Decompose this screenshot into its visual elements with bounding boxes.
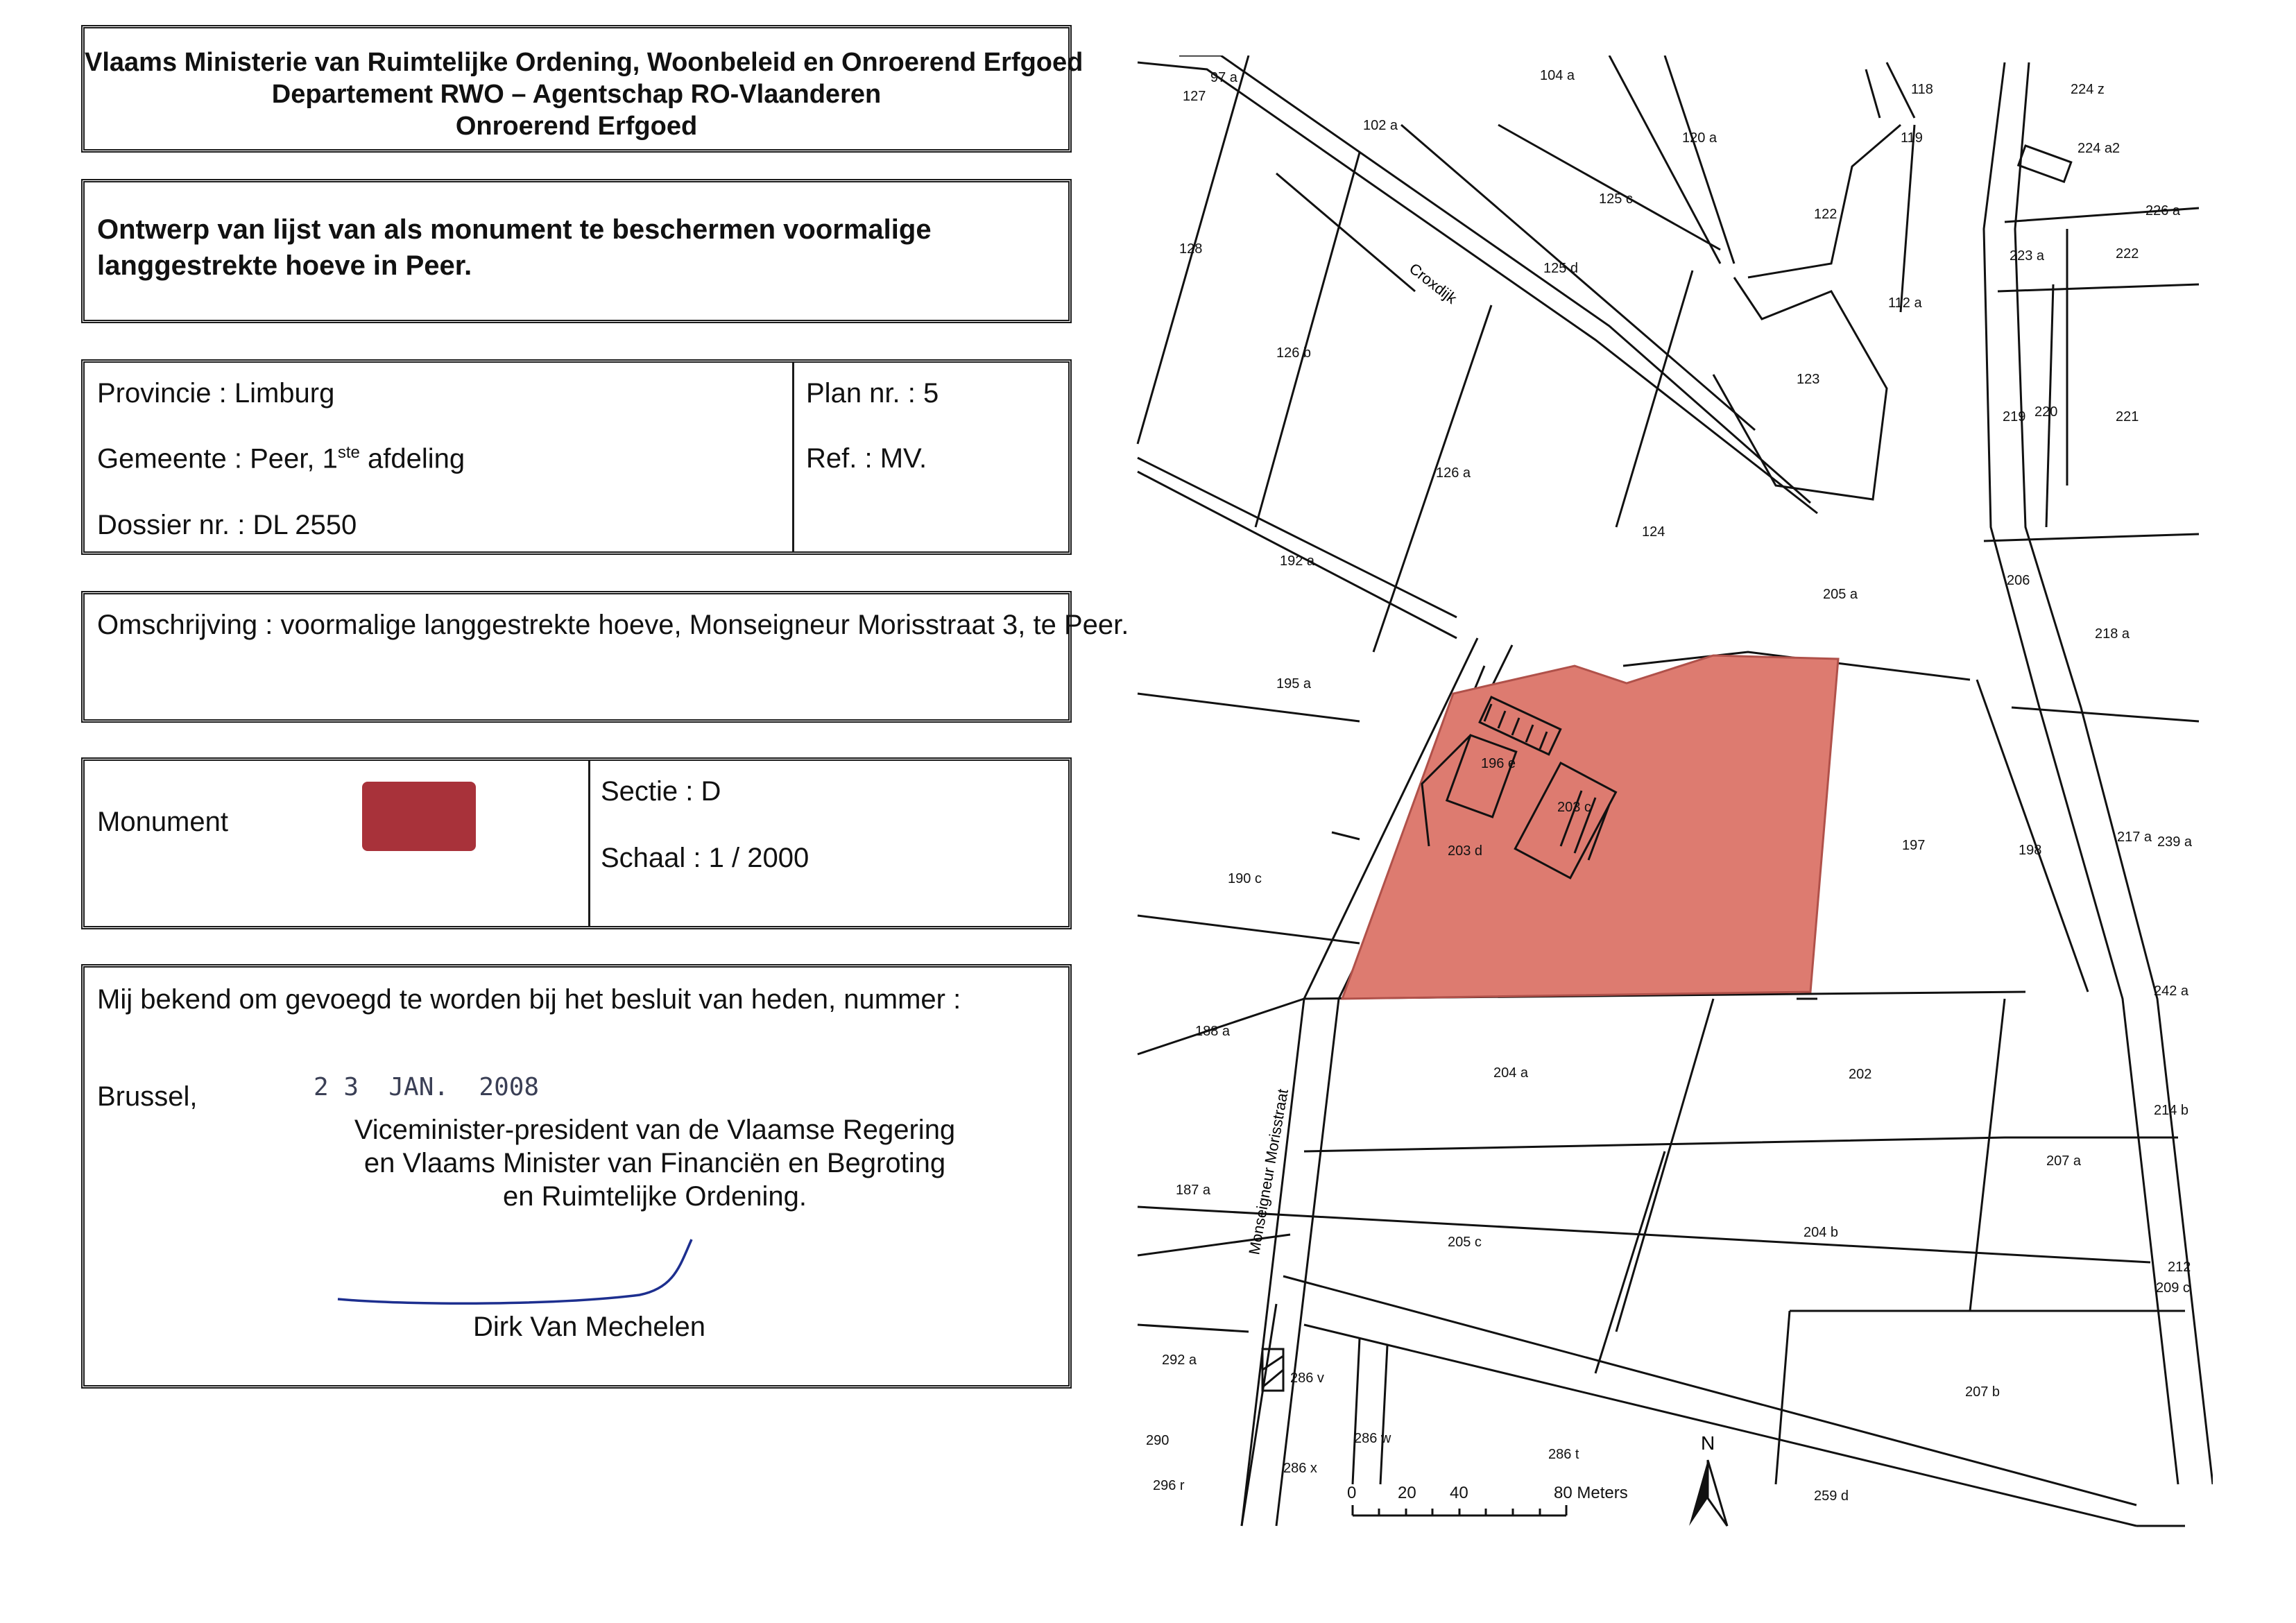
ministry-header [81, 25, 1083, 153]
parcel-label: 204 a [1493, 1065, 1529, 1081]
parcel-label: 296 r [1153, 1478, 1185, 1493]
parcel-label: 198 [2019, 843, 2042, 858]
scale-bar [1347, 1484, 1628, 1515]
parcel-label: 205 c [1448, 1235, 1482, 1250]
signature [334, 1231, 723, 1314]
dossier-info-box [81, 359, 1072, 555]
document-title-box [81, 179, 1072, 323]
description-text: Omschrijving : voormalige langgestrekte hoeve, Monseigneur Morisstraat 3, te Peer. [97, 610, 1129, 640]
parcel-label: 242 a [2154, 984, 2189, 999]
parcel-label: 125 c [1599, 191, 1633, 207]
sectie-field: Sectie : D [601, 776, 721, 807]
parcel-label: 127 [1183, 89, 1206, 104]
monument-swatch [362, 782, 476, 851]
parcel-label: 286 w [1354, 1431, 1391, 1446]
parcel-label: 122 [1814, 207, 1837, 222]
parcel-label: 104 a [1540, 68, 1575, 83]
parcel-label: 97 a [1210, 70, 1237, 85]
parcel-label: 205 a [1823, 587, 1858, 602]
parcel-label: 219 [2003, 409, 2026, 424]
document-title: Ontwerp van lijst van als monument te beschermen voormalige langgestrekte hoeve in Peer. [97, 214, 932, 281]
parcel-label: 212 [2168, 1260, 2191, 1275]
signatory-block: Viceminister-president van de Vlaamse Regering en Vlaams Minister van Financiën en Begroting en Ruimtelijke Ordening. [354, 1115, 956, 1212]
parcel-label: 202 [1849, 1067, 1872, 1082]
legend-box [81, 757, 1072, 929]
parcel-label: 125 d [1543, 261, 1579, 276]
parcel-label: 218 a [2095, 626, 2130, 642]
parcel-label: 207 a [2046, 1153, 2082, 1169]
parcel-label: 259 d [1814, 1488, 1849, 1504]
parcel-label: 239 a [2157, 834, 2193, 850]
parcel-label: 286 t [1548, 1447, 1579, 1462]
monument-label: Monument [97, 807, 228, 837]
signatory-name: Dirk Van Mechelen [473, 1312, 705, 1342]
divider [588, 761, 590, 926]
parcel-label: 217 a [2117, 830, 2152, 845]
place-label: Brussel, [97, 1081, 198, 1112]
north-label: N [1701, 1432, 1715, 1454]
parcel-label: 119 [1901, 130, 1923, 146]
parcel-label: 286 v [1290, 1371, 1324, 1386]
parcel-label: 196 e [1481, 756, 1516, 771]
description-box [81, 591, 1129, 723]
ministry-name: Vlaams Ministerie van Ruimtelijke Ordening, Woonbeleid en Onroerend Erfgoed [85, 48, 1083, 77]
parcel-label: 123 [1797, 372, 1820, 387]
street-croxdijk: Croxdijk [1405, 259, 1460, 307]
decision-intro: Mij bekend om gevoegd te worden bij het besluit van heden, nummer : [97, 984, 961, 1015]
provincie-field: Provincie : Limburg [97, 378, 335, 409]
parcel-label: 126 a [1436, 465, 1471, 481]
parcel-label: 214 b [2154, 1103, 2189, 1118]
gemeente-field: Gemeente : Peer, 1ste afdeling [97, 443, 465, 474]
agency-name: Onroerend Erfgoed [455, 112, 698, 141]
date-stamp: 2 3 JAN. 2008 [314, 1073, 540, 1101]
scale-tick-label: 40 [1450, 1484, 1468, 1502]
parcel-label: 222 [2116, 246, 2139, 261]
decision-box [81, 964, 1072, 1389]
parcel-label: 192 a [1280, 553, 1315, 569]
parcel-label: 221 [2116, 409, 2139, 424]
street-monseigneur-morisstraat: Monseigneur Morisstraat [1245, 1088, 1292, 1256]
department-name: Departement RWO – Agentschap RO-Vlaanderen [271, 80, 882, 109]
parcel-label: 128 [1179, 241, 1203, 257]
monument-parcel[interactable] [1342, 655, 1838, 999]
parcel-label: 204 b [1804, 1225, 1839, 1240]
parcel-label: 187 a [1176, 1183, 1211, 1198]
dossier-field: Dossier nr. : DL 2550 [97, 510, 357, 540]
parcel-label: 102 a [1363, 118, 1398, 133]
scale-tick-label: 20 [1398, 1484, 1416, 1502]
north-arrow-icon [1689, 1432, 1727, 1526]
cadastral-map[interactable] [1124, 55, 2213, 1554]
parcel-label: 224 a2 [2077, 141, 2121, 156]
schaal-field: Schaal : 1 / 2000 [601, 843, 809, 873]
parcel-label: 118 [1911, 82, 1933, 97]
parcel-label: 220 [2034, 404, 2058, 420]
scale-tick-label: 80 Meters [1554, 1484, 1628, 1502]
parcel-label: 126 b [1276, 345, 1312, 361]
plan-number-field: Plan nr. : 5 [806, 378, 939, 409]
parcel-label: 292 a [1162, 1352, 1197, 1368]
parcel-label: 190 c [1228, 871, 1262, 886]
parcel-label: 120 a [1682, 130, 1717, 146]
parcel-label: 197 [1902, 838, 1926, 853]
parcel-label: 124 [1642, 524, 1665, 540]
parcel-label: 203 d [1448, 843, 1483, 859]
divider [792, 363, 794, 551]
parcel-label: 112 a [1888, 295, 1922, 311]
parcel-label: 290 [1146, 1433, 1170, 1448]
scale-tick-label: 0 [1347, 1484, 1357, 1502]
parcel-label: 203 c [1557, 800, 1591, 815]
parcel-label: 209 c [2156, 1280, 2190, 1296]
parcel-label: 188 a [1195, 1024, 1231, 1039]
parcel-label: 207 b [1965, 1384, 2001, 1400]
parcel-label: 224 z [2071, 82, 2105, 97]
parcel-label: 206 [2007, 573, 2030, 588]
reference-field: Ref. : MV. [806, 443, 927, 474]
parcel-label: 226 a [2145, 203, 2181, 218]
parcel-label: 195 a [1276, 676, 1312, 692]
parcel-label: 223 a [2010, 248, 2045, 264]
parcel-label: 286 x [1283, 1461, 1317, 1476]
